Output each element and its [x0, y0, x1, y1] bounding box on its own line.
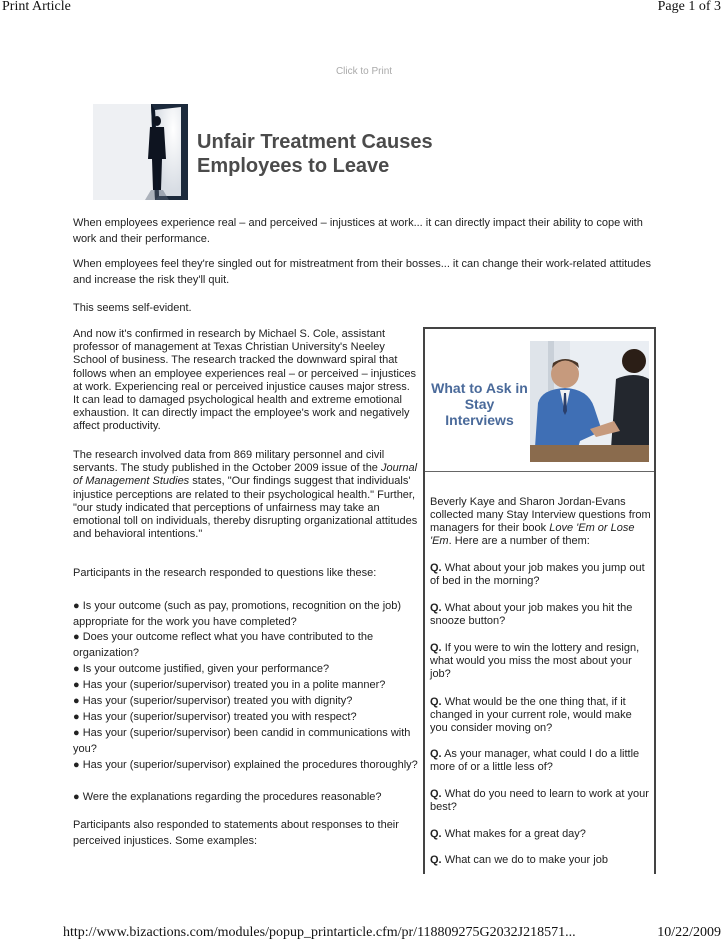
- bullet-item: ● Has your (superior/supervisor) treated you in a polite manner?: [73, 679, 386, 691]
- stay-interviews-sidebar: [423, 327, 656, 874]
- source-url: http://www.bizactions.com/modules/popup_printarticle.cfm/pr/118809275G2032J218571...: [63, 925, 576, 940]
- sidebar-title: What to Ask in Stay Interviews: [431, 380, 528, 428]
- stay-question-text: What makes for a great day?: [444, 828, 586, 840]
- stay-question: [430, 748, 652, 774]
- stay-question: [430, 828, 652, 841]
- question-label: Q.: [430, 748, 442, 760]
- bullet-item-text: Does your outcome reflect what you have contributed to the organization?: [73, 631, 374, 659]
- stay-question-text: What would be the one thing that, if it changed in your current role, would make you consider moving on?: [430, 696, 632, 734]
- stay-question-text: What do you need to learn to work at your best?: [430, 788, 649, 813]
- hero-image: [93, 104, 188, 200]
- book-title: Love 'Em or Lose 'Em: [430, 522, 635, 547]
- stay-question: [430, 562, 652, 588]
- stay-question: [430, 854, 652, 867]
- paragraph-6: Participants in the research responded to questions like these:: [73, 567, 377, 579]
- print-header-title: Print Article: [2, 0, 71, 14]
- print-date: 10/22/2009: [657, 925, 721, 940]
- bullet-item-text: Is your outcome justified, given your performance?: [82, 663, 330, 675]
- bullet-item: ● Has your (superior/supervisor) treated you with dignity?: [73, 695, 353, 707]
- stay-question: [430, 788, 652, 814]
- question-label: Q.: [430, 696, 442, 708]
- sidebar-intro-text-b: . Here are a number of them:: [448, 535, 590, 547]
- stay-question-text: What about your job makes you jump out of bed in the morning?: [430, 562, 645, 587]
- bullet-item: ● Were the explanations regarding the procedures reasonable?: [73, 791, 382, 803]
- paragraph-1: When employees experience real – and perceived – injustices at work... it can directly impact their ability to cope with work and their performance.: [73, 217, 643, 245]
- article-title-line2: Employees to Leave: [197, 155, 390, 177]
- stay-question: [430, 696, 652, 735]
- paragraph-5: [73, 449, 418, 541]
- question-label: Q.: [430, 602, 442, 614]
- sidebar-divider: [425, 471, 654, 472]
- bullet-item-text: Has your (superior/supervisor) treated you with dignity?: [82, 695, 353, 707]
- handshake-photo: [530, 341, 649, 462]
- bullet-item: ● Has your (superior/supervisor) treated you with respect?: [73, 711, 357, 723]
- paragraph-4: And now it's confirmed in research by Michael S. Cole, assistant professor of management at Texas Christian University's Neeley School of business. The research tracked the downward spiral that follows when an employee experiences real – or perceived – injustices at work. Experiencing real or perceived injustice causes major stress. It can lead to damaged psychological health and extreme emotional exhaustion. It can directly impact the employee's work and negatively affect productivity.: [73, 328, 417, 433]
- bullet-item-text: Is your outcome (such as pay, promotions, recognition on the job) appropriate for the work you have completed?: [73, 600, 402, 628]
- question-label: Q.: [430, 854, 442, 866]
- click-to-print-link[interactable]: Click to Print: [335, 66, 393, 77]
- paragraph-2: When employees feel they're singled out for mistreatment from their bosses... it can change their work-related attitudes and increase the risk they'll quit.: [73, 258, 652, 286]
- bullet-item-text: Were the explanations regarding the procedures reasonable?: [82, 791, 382, 803]
- bullet-item: ● Is your outcome justified, given your performance?: [73, 663, 330, 675]
- question-label: Q.: [430, 788, 442, 800]
- sidebar-intro-text-a: Beverly Kaye and Sharon Jordan-Evans collected many Stay Interview questions from managers for their book: [430, 496, 651, 534]
- stay-question-text: What can we do to make your job: [444, 854, 608, 866]
- stay-question-text: If you were to win the lottery and resign, what would you miss the most about your job?: [430, 642, 640, 680]
- bullet-item: ● Is your outcome (such as pay, promotions, recognition on the job) appropriate for the work you have completed?: [73, 600, 402, 628]
- paragraph-5-text-a: The research involved data from 869 military personnel and civil servants. The study published in the October 2009 issue of the: [73, 449, 385, 475]
- question-label: Q.: [430, 562, 442, 574]
- article-title-line1: Unfair Treatment Causes: [197, 131, 433, 153]
- bullet-item: ● Does your outcome reflect what you have contributed to the organization?: [73, 631, 374, 659]
- question-label: Q.: [430, 642, 442, 654]
- bullet-item-text: Has your (superior/supervisor) treated you in a polite manner?: [82, 679, 386, 691]
- journal-name: Journal of Management Studies: [73, 462, 418, 488]
- question-label: Q.: [430, 828, 442, 840]
- page-number: Page 1 of 3: [657, 0, 721, 14]
- paragraph-7: Participants also responded to statements about responses to their perceived injustices. Some examples:: [73, 819, 399, 847]
- stay-question: [430, 642, 652, 681]
- paragraph-5-text-b: states, "Our findings suggest that individuals' injustice perceptions are related to their psychological health." Further, "our study indicated that perceptions of unfairness may take an emotional toll on individuals, thereby disrupting organizational attitudes and behavioral intentions.": [73, 475, 418, 541]
- bullet-item-text: Has your (superior/supervisor) explained the procedures thoroughly?: [82, 759, 418, 771]
- paragraph-3: This seems self-evident.: [73, 302, 192, 314]
- bullet-item: ● Has your (superior/supervisor) been candid in communications with you?: [73, 727, 411, 755]
- stay-question-text: As your manager, what could I do a little more of or a little less of?: [430, 748, 640, 773]
- stay-question-text: What about your job makes you hit the snooze button?: [430, 602, 633, 627]
- sidebar-intro: [430, 496, 652, 548]
- bullet-item-text: Has your (superior/supervisor) been candid in communications with you?: [73, 727, 411, 755]
- bullet-item: ● Has your (superior/supervisor) explained the procedures thoroughly?: [73, 759, 418, 771]
- bullet-item-text: Has your (superior/supervisor) treated you with respect?: [82, 711, 357, 723]
- stay-question: [430, 602, 652, 628]
- article-title: [197, 130, 433, 178]
